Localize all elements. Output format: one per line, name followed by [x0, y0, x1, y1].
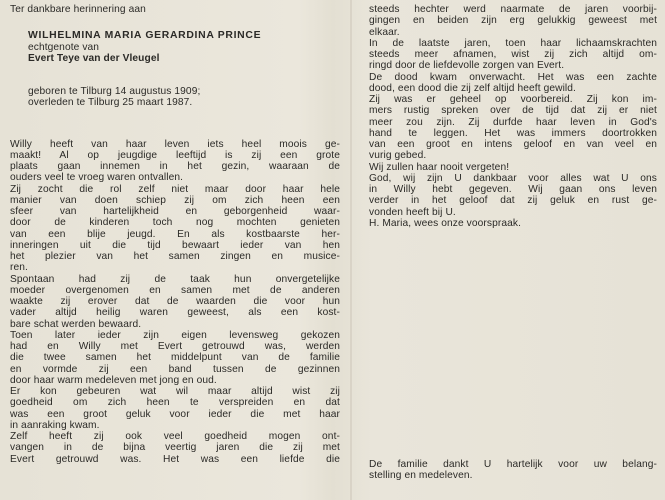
spouse-name: Evert Teye van der Vleugel: [28, 52, 160, 64]
text-line: waakte zij erover dat de waarden die voor hun: [10, 296, 340, 307]
text-line: elkaar.: [369, 26, 400, 38]
text-line: vader altijd heilig waren geweest, als een kost-: [10, 307, 340, 319]
text-line: hand te leggen. Het was immers doortrokken: [369, 127, 657, 139]
text-line: plaats gaan innemen in het gezin, waaraan de: [10, 161, 340, 172]
text-line: vangen in de bijna veertig jaren die zij met: [10, 442, 340, 454]
relation-line: echtgenote van: [28, 41, 100, 53]
text-line: door de kinderen toch nog mochten genieten: [10, 217, 340, 229]
text-line: goedheid om zich heen te verspreiden en dat: [10, 397, 340, 409]
text-line: vurig gebed.: [369, 150, 427, 162]
footer-line-2: stelling en medeleven.: [369, 470, 473, 482]
text-line: gingen en beiden zijn erg gelukkig geweest met: [369, 15, 657, 27]
text-line: sfeer van hartelijkheid en geborgenheid waar-: [10, 206, 340, 217]
text-line: van een blije jeugd. En als kostbaarste her-: [10, 228, 340, 240]
text-line: De dood kwam onverwacht. Het was een zachte: [369, 71, 657, 83]
text-line: vonden heeft bij U.: [369, 206, 456, 218]
text-line: van een groot en intens geloof en van veel en: [369, 139, 657, 150]
text-line: het plezier van het samen zingen en musice-: [10, 251, 340, 262]
text-line: in Willy hebt gegeven. Wij gaan ons leven: [369, 184, 657, 195]
text-line: steeds hechter werd naarmate de jaren voorbij-: [369, 4, 657, 15]
footer-line-1: De familie dankt U hartelijk voor uw belang-: [369, 459, 657, 470]
text-line: In de laatste jaren, toen haar lichaamskrachten: [369, 37, 657, 49]
text-line: inneringen uit die tijd bewaart ieder van hen: [10, 239, 340, 251]
text-line: dood, een dood die zij zelf altijd heeft gewild.: [369, 82, 576, 94]
text-line: maakt! Al op jeugdige leeftijd is zij een grote: [10, 149, 340, 161]
text-line: Zij zocht die rol zelf niet maar door haar hele: [10, 183, 340, 195]
text-line: Evert getrouwd was. Het was een liefde die: [10, 453, 340, 465]
text-line: mers rustig spreken over de tijd dat zij er niet: [369, 105, 657, 117]
deceased-name: WILHELMINA MARIA GERARDINA PRINCE: [28, 30, 262, 42]
text-line: bare schat werden bewaard.: [10, 318, 142, 330]
text-line: meer zou zijn. Zij durfde haar leven in God's: [369, 116, 657, 128]
right-body-text: [369, 4, 657, 229]
text-line: Er kon gebeuren wat wil maar altijd wist zij: [10, 386, 340, 397]
text-line: ouders veel te vroeg waren ontvallen.: [10, 172, 184, 184]
text-line: verder in het geloof dat zij geluk en rust ge-: [369, 195, 657, 207]
text-line: steeds meer afnamen, wist zij zich altijd om-: [369, 49, 657, 60]
text-line: manier van doen schiep zij om zich heen een: [10, 194, 340, 206]
birth-line: geboren te Tilburg 14 augustus 1909;: [28, 86, 201, 97]
text-line: had en Willy met Evert getrouwd was, werden: [10, 341, 340, 352]
text-line: moeder overgenomen en samen met de anderen: [10, 284, 340, 296]
text-line: Wij zullen haar nooit vergeten!: [369, 161, 510, 173]
left-column: [10, 4, 340, 465]
text-line: Toen later ieder zijn eigen levensweg gekozen: [10, 329, 340, 341]
text-line: Zij was er geheel op voorbereid. Zij kon im-: [369, 94, 657, 105]
fold-line: [350, 0, 352, 500]
left-body-text: [10, 139, 340, 465]
text-line: ren.: [10, 262, 28, 274]
text-line: in aanraking kwam.: [10, 419, 100, 431]
footer-block: [369, 459, 657, 482]
text-line: en vormde zij een band tussen de gezinnen: [10, 363, 340, 375]
text-line: H. Maria, wees onze voorspraak.: [369, 217, 522, 229]
text-line: door haar warm medeleven met jong en oud.: [10, 374, 217, 386]
text-line: was een groot geluk voor ieder die met haar: [10, 408, 340, 420]
text-line: Zelf heeft zij ook veel goedheid mogen ont-: [10, 431, 340, 442]
text-line: ringd door de liefdevolle zorgen van Evert.: [369, 60, 565, 72]
text-line: Willy heeft van haar leven iets heel moois ge-: [10, 138, 340, 150]
text-line: die twee samen het middelpunt van de familie: [10, 352, 340, 364]
right-column: [369, 4, 657, 482]
text-line: Spontaan had zij de taak hun onvergetelijke: [10, 273, 340, 285]
intro-line: Ter dankbare herinnering aan: [10, 4, 146, 15]
death-line: overleden te Tilburg 25 maart 1987.: [28, 97, 193, 109]
text-line: God, wij zijn U dankbaar voor alles wat U ons: [369, 172, 657, 184]
